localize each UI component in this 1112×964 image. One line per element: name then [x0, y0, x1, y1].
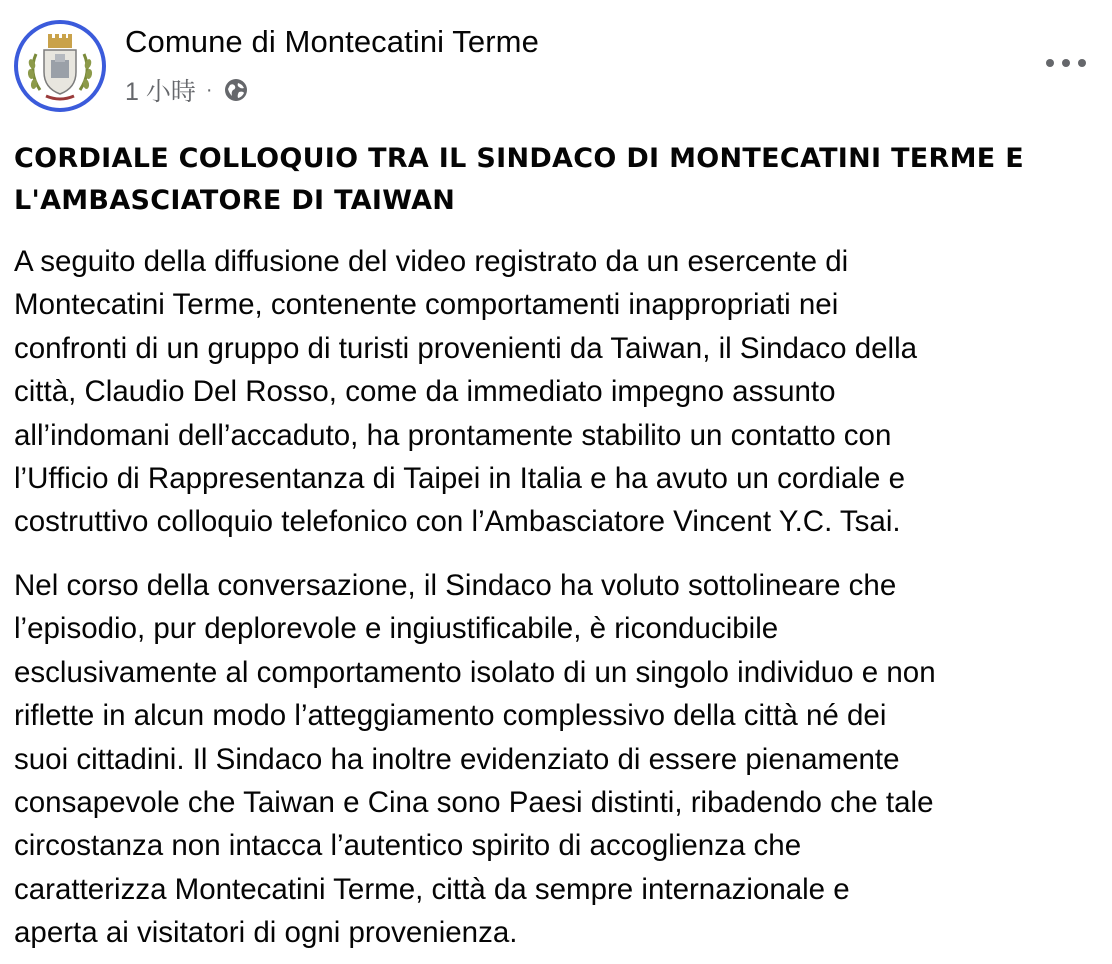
paragraph-line: suoi cittadini. Il Sindaco ha inoltre evidenziato di essere pienamente — [14, 742, 900, 776]
paragraph-line: Nel corso della conversazione, il Sindaco ha voluto sottolineare che — [14, 569, 897, 602]
more-dot — [1078, 59, 1086, 67]
headline-line: CORDIALE COLLOQUIO TRA IL SINDACO DI MONTECATINI TERME E — [14, 143, 1024, 174]
post-meta — [125, 74, 249, 106]
more-dot — [1062, 59, 1070, 67]
post-timestamp[interactable]: 1 小時 — [125, 78, 196, 106]
paragraph-line: confronti di un gruppo di turisti provenienti da Taiwan, il Sindaco della — [14, 331, 918, 365]
post-paragraph-1 — [14, 240, 1109, 544]
coat-of-arms-icon — [18, 24, 102, 108]
paragraph-line: Montecatini Terme, contenente comportamenti inappropriati nei — [14, 288, 839, 322]
paragraph-line: consapevole che Taiwan e Cina sono Paesi distinti, ribadendo che tale — [14, 786, 934, 820]
paragraph-line: all’indomani dell’accaduto, ha prontamente stabilito un contatto con — [14, 418, 892, 452]
paragraph-line: aperta ai visitatori di ogni provenienza. — [14, 916, 518, 950]
paragraph-line: A seguito della diffusione del video registrato da un esercente di — [14, 245, 849, 278]
paragraph-line: esclusivamente al comportamento isolato di un singolo individuo e non — [14, 655, 936, 689]
paragraph-line: l’episodio, pur deplorevole e ingiustificabile, è riconducibile — [14, 612, 779, 646]
post-paragraph-2 — [14, 564, 1109, 955]
paragraph-line: caratterizza Montecatini Terme, città da sempre internazionale e — [14, 872, 850, 906]
paragraph-line: città, Claudio Del Rosso, come da immediato impegno assunto — [14, 375, 836, 409]
meta-separator: · — [205, 78, 213, 101]
paragraph-line: costruttivo colloquio telefonico con l’Ambasciatore Vincent Y.C. Tsai. — [14, 505, 901, 539]
globe-icon[interactable] — [223, 77, 249, 103]
paragraph-line: l’Ufficio di Rappresentanza di Taipei in Italia e ha avuto un cordiale e — [14, 462, 906, 496]
headline-line: L'AMBASCIATORE DI TAIWAN — [14, 185, 456, 216]
paragraph-line: riflette in alcun modo l’atteggiamento complessivo della città né dei — [14, 699, 887, 733]
more-dot — [1046, 59, 1054, 67]
post-headline — [14, 138, 1074, 222]
post-author-name[interactable]: Comune di Montecatini Terme — [125, 24, 539, 59]
paragraph-line: circostanza non intacca l’autentico spirito di accoglienza che — [14, 829, 802, 863]
avatar[interactable] — [14, 20, 106, 112]
more-options-icon[interactable] — [1046, 48, 1086, 78]
